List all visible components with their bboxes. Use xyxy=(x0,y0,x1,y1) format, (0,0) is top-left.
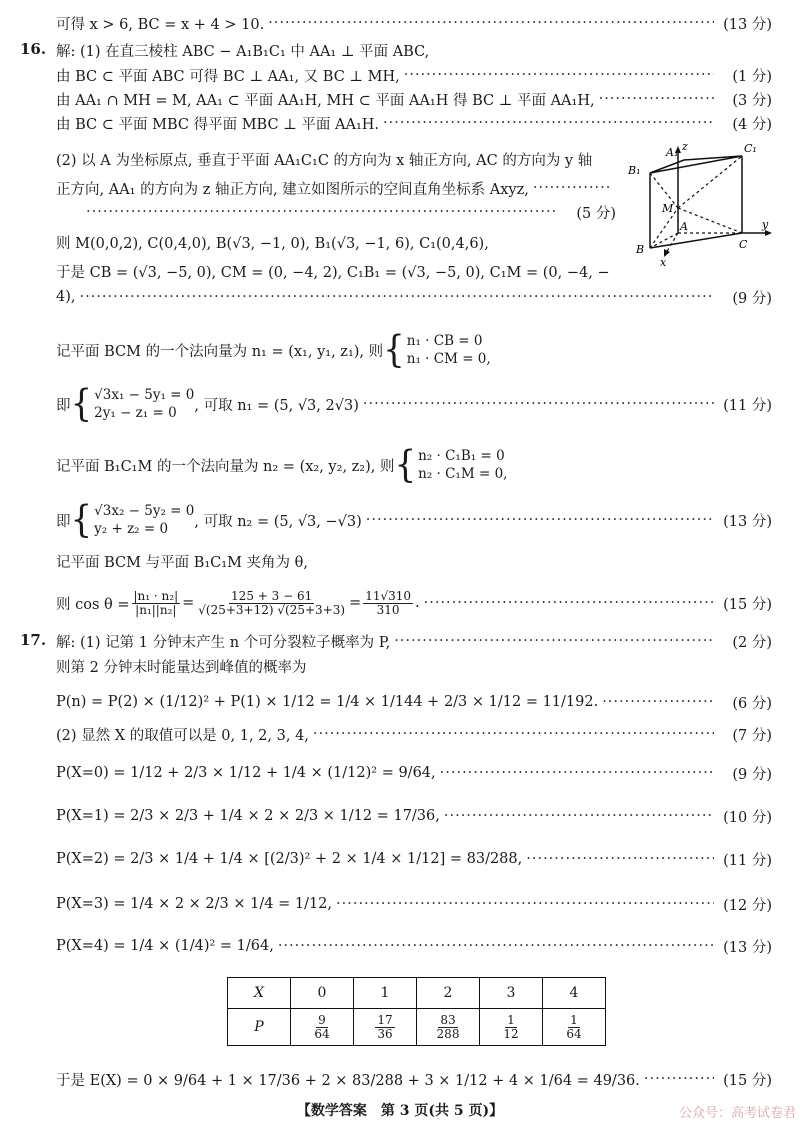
table-cell xyxy=(354,1009,417,1046)
edge-b1-a1 xyxy=(650,160,684,173)
table-header-cell: P xyxy=(228,1009,291,1046)
table-cell: 4 xyxy=(543,978,606,1009)
line-text: 即 xyxy=(56,513,71,530)
line-text: 由 AA₁ ∩ MH = M, AA₁ ⊂ 平面 AA₁H, MH ⊂ 平面 AA₁H 得 BC ⊥ 平面 AA₁H, xyxy=(56,92,595,109)
text-line xyxy=(56,37,772,63)
text-line xyxy=(56,284,772,310)
system-row: √3x₁ − 5y₁ = 0 xyxy=(94,386,195,403)
score-label: (15 分) xyxy=(723,1072,772,1089)
watermark: 公众号：高考试卷君 xyxy=(678,1106,796,1121)
table-cell: 3 xyxy=(480,978,543,1009)
dot-leader xyxy=(366,512,714,528)
table-header-cell: X xyxy=(228,978,291,1009)
line-text: 由 BC ⊂ 平面 ABC 可得 BC ⊥ AA₁, 又 BC ⊥ MH, xyxy=(56,68,400,85)
score-label: (9 分) xyxy=(732,766,772,783)
score-label: (9 分) xyxy=(732,290,772,307)
question-number: 17. xyxy=(20,631,47,649)
text-line xyxy=(56,800,772,832)
equation-system xyxy=(70,498,195,542)
dot-leader xyxy=(599,91,714,107)
line-text: 则 M(0,0,2), C(0,4,0), B(√3, −1, 0), B₁(√3, −1, 6), C₁(0,4,6), xyxy=(56,235,489,252)
label-m: M xyxy=(662,202,674,215)
score-label: (5 分) xyxy=(576,205,616,222)
dot-leader xyxy=(336,896,714,912)
text-line xyxy=(56,62,772,88)
line-text: 记平面 BCM 与平面 B₁C₁M 夹角为 θ, xyxy=(56,554,308,571)
dot-leader xyxy=(440,765,714,781)
line-text: 则第 2 分钟末时能量达到峰值的概率为 xyxy=(56,659,307,676)
line-text: P(X=0) = 1/12 + 2/3 × 1/12 + 1/4 × (1/12)² = 9/64, xyxy=(56,765,436,781)
text-line xyxy=(56,888,772,920)
line-text: 4), xyxy=(56,289,76,305)
dot-leader xyxy=(444,808,714,824)
score-label: (12 分) xyxy=(723,897,772,914)
dot-leader xyxy=(424,595,714,611)
fraction-num: |n₁ · n₂| xyxy=(133,588,179,603)
text-line xyxy=(56,930,772,962)
fraction xyxy=(132,590,181,616)
line-text: P(n) = P(2) × (1/12)² + P(1) × 1/12 = 1/4 × 1/144 + 2/3 × 1/12 = 11/192. xyxy=(56,694,599,710)
line-text: 正方向, AA₁ 的方向为 z 轴正方向, 建立如图所示的空间直角坐标系 Axyz, xyxy=(56,181,529,198)
text-line xyxy=(56,1063,772,1095)
label-z: z xyxy=(682,140,688,153)
table-cell xyxy=(291,1009,354,1046)
table-cell xyxy=(417,1009,480,1046)
table-cell: 1 xyxy=(354,978,417,1009)
dot-leader xyxy=(533,180,612,196)
dot-leader xyxy=(526,851,714,867)
label-y: y xyxy=(762,218,769,231)
line-text: 则 cos θ = xyxy=(56,596,130,613)
score-label: (7 分) xyxy=(732,727,772,744)
fraction-den: 12 xyxy=(503,1026,519,1041)
text-line xyxy=(56,175,616,201)
dot-leader xyxy=(80,289,715,305)
line-text: 记平面 BCM 的一个法向量为 n₁ = (x₁, y₁, z₁), 则 xyxy=(56,343,384,360)
score-label: (4 分) xyxy=(732,116,772,133)
dot-leader xyxy=(268,15,714,31)
page-footer: 【数学答案 第 3 页(共 5 页)】 xyxy=(296,1103,504,1119)
fraction-num: 83 xyxy=(440,1012,456,1027)
table-row xyxy=(228,978,606,1009)
dashed-m-c1 xyxy=(678,156,742,208)
equation-system xyxy=(394,443,508,487)
dot-leader xyxy=(363,396,714,412)
label-a1: A₁ xyxy=(666,146,679,159)
fraction-num: 1 xyxy=(570,1012,578,1027)
dot-leader xyxy=(383,115,714,131)
dot-leader xyxy=(404,67,714,83)
fraction-num: 17 xyxy=(377,1012,393,1027)
label-a: A xyxy=(680,220,688,233)
label-c: C xyxy=(739,238,748,251)
text-line xyxy=(56,10,772,36)
system-row: √3x₂ − 5y₂ = 0 xyxy=(94,502,195,519)
text-line xyxy=(56,110,772,136)
dot-leader xyxy=(86,204,558,220)
equation-system xyxy=(383,328,491,372)
line-text: (2) 显然 X 的取值可以是 0, 1, 2, 3, 4, xyxy=(56,727,309,744)
dot-leader xyxy=(278,938,714,954)
text-line xyxy=(56,443,772,487)
brace-icon: { xyxy=(70,382,93,426)
text-line xyxy=(56,628,772,654)
table-cell xyxy=(543,1009,606,1046)
line-text: 于是 CB = (√3, −5, 0), CM = (0, −4, 2), C₁B₁ = (√3, −5, 0), C₁M = (0, −4, − xyxy=(56,264,610,281)
fraction-den: 64 xyxy=(566,1026,582,1041)
line-text: 记平面 B₁C₁M 的一个法向量为 n₂ = (x₂, y₂, z₂), 则 xyxy=(56,458,395,475)
text-line xyxy=(56,382,772,426)
question-number: 16. xyxy=(20,40,47,58)
system-row: n₁ · CB = 0 xyxy=(406,332,483,349)
dot-leader xyxy=(394,633,714,649)
text-line xyxy=(56,757,772,789)
score-label: (11 分) xyxy=(723,852,772,869)
label-x: x xyxy=(660,256,667,268)
label-b: B xyxy=(636,243,645,256)
edge-b-c xyxy=(650,233,742,248)
score-label: (3 分) xyxy=(732,92,772,109)
text-line xyxy=(56,86,772,112)
score-label: (13 分) xyxy=(723,513,772,530)
line-text: 由 BC ⊂ 平面 MBC 得平面 MBC ⊥ 平面 AA₁H. xyxy=(56,116,380,133)
text-line xyxy=(56,686,772,718)
brace-icon: { xyxy=(394,443,417,487)
dot-leader xyxy=(313,726,714,742)
score-label: (1 分) xyxy=(732,68,772,85)
table-cell: 2 xyxy=(417,978,480,1009)
line-text: P(X=3) = 1/4 × 2 × 2/3 × 1/4 = 1/12, xyxy=(56,896,333,912)
line-text: , 可取 n₁ = (5, √3, 2√3) xyxy=(194,397,359,414)
score-label: (15 分) xyxy=(723,596,772,613)
fraction-num: 125 + 3 − 61 xyxy=(231,588,313,603)
line-text: 于是 E(X) = 0 × 9/64 + 1 × 17/36 + 2 × 83/288 + 3 × 1/12 + 4 × 1/64 = 49/36. xyxy=(56,1072,640,1089)
system-row: n₁ · CM = 0, xyxy=(406,351,491,367)
score-label: (10 分) xyxy=(723,809,772,826)
text-line xyxy=(56,498,772,542)
score-label: (6 分) xyxy=(732,695,772,712)
score-label: (13 分) xyxy=(723,939,772,956)
line-text: 可得 x > 6, BC = x + 4 > 10. xyxy=(56,16,265,33)
line-text: 解: (1) 记第 1 分钟末产生 n 个可分裂粒子概率为 P, xyxy=(56,634,391,651)
fraction-den: 288 xyxy=(436,1026,460,1041)
text-line xyxy=(56,843,772,875)
table-cell: 0 xyxy=(291,978,354,1009)
line-text: P(X=1) = 2/3 × 2/3 + 1/4 × 2 × 2/3 × 1/12 = 17/36, xyxy=(56,808,440,824)
fraction-den: √(25+3+12) √(25+3+3) xyxy=(198,602,346,617)
system-row: 2y₁ − z₁ = 0 xyxy=(94,405,177,421)
brace-icon: { xyxy=(383,328,405,372)
score-label: (2 分) xyxy=(732,634,772,651)
text-line xyxy=(56,548,772,574)
line-text: 即 xyxy=(56,397,71,414)
system-row: y₂ + z₂ = 0 xyxy=(94,521,169,537)
fraction-num: 11√310 xyxy=(365,588,412,603)
line-text: P(X=2) = 2/3 × 1/4 + 1/4 × [(2/3)² + 2 × 1/4 × 1/12] = 83/288, xyxy=(56,851,523,867)
table-cell xyxy=(480,1009,543,1046)
text-line xyxy=(56,721,772,747)
brace-icon: { xyxy=(70,498,93,542)
line-text: P(X=4) = 1/4 × (1/4)² = 1/64, xyxy=(56,938,274,954)
fraction-num: 9 xyxy=(318,1012,326,1027)
label-c1: C₁ xyxy=(744,142,757,155)
text-line xyxy=(56,199,616,225)
fraction-den: 310 xyxy=(376,602,400,617)
dot-leader xyxy=(602,694,714,710)
table-row xyxy=(228,1009,606,1046)
text-line xyxy=(56,229,616,255)
system-row: n₂ · C₁B₁ = 0 xyxy=(418,447,505,464)
fraction xyxy=(363,590,413,616)
fraction xyxy=(196,590,347,616)
text-line xyxy=(56,328,772,372)
prism-figure xyxy=(622,138,782,268)
line-text: 解: (1) 在直三棱柱 ABC − A₁B₁C₁ 中 AA₁ ⊥ 平面 ABC, xyxy=(56,43,430,60)
equation-system xyxy=(70,382,195,426)
distribution-table xyxy=(227,977,606,1046)
fraction-den: 64 xyxy=(314,1026,330,1041)
score-label: (13 分) xyxy=(723,16,772,33)
system-row: n₂ · C₁M = 0, xyxy=(418,466,508,482)
line-text: , 可取 n₂ = (5, √3, −√3) xyxy=(194,513,362,530)
dot-leader xyxy=(644,1071,714,1087)
text-line: 则 cos θ = $\frac{\text{|n₁ · n₂|}}{\text{|n₁||n₂|}}$ = $\frac{125 + 3 - 61}{√(25+3+12) √(25+3+3)}$ = $\frac{11√310}{310}$ . ····· (15 分) xyxy=(56,582,772,624)
text-line xyxy=(56,146,616,172)
text-line xyxy=(56,653,772,679)
label-b1: B₁ xyxy=(628,164,641,177)
score-label: (11 分) xyxy=(723,397,772,414)
fraction-num: 1 xyxy=(507,1012,515,1027)
text-line xyxy=(56,258,772,284)
fraction-den: |n₁||n₂| xyxy=(135,602,177,617)
line-text: (2) 以 A 为坐标原点, 垂直于平面 AA₁C₁C 的方向为 x 轴正方向, AC 的方向为 y 轴 xyxy=(56,152,593,169)
fraction-den: 36 xyxy=(377,1026,393,1041)
